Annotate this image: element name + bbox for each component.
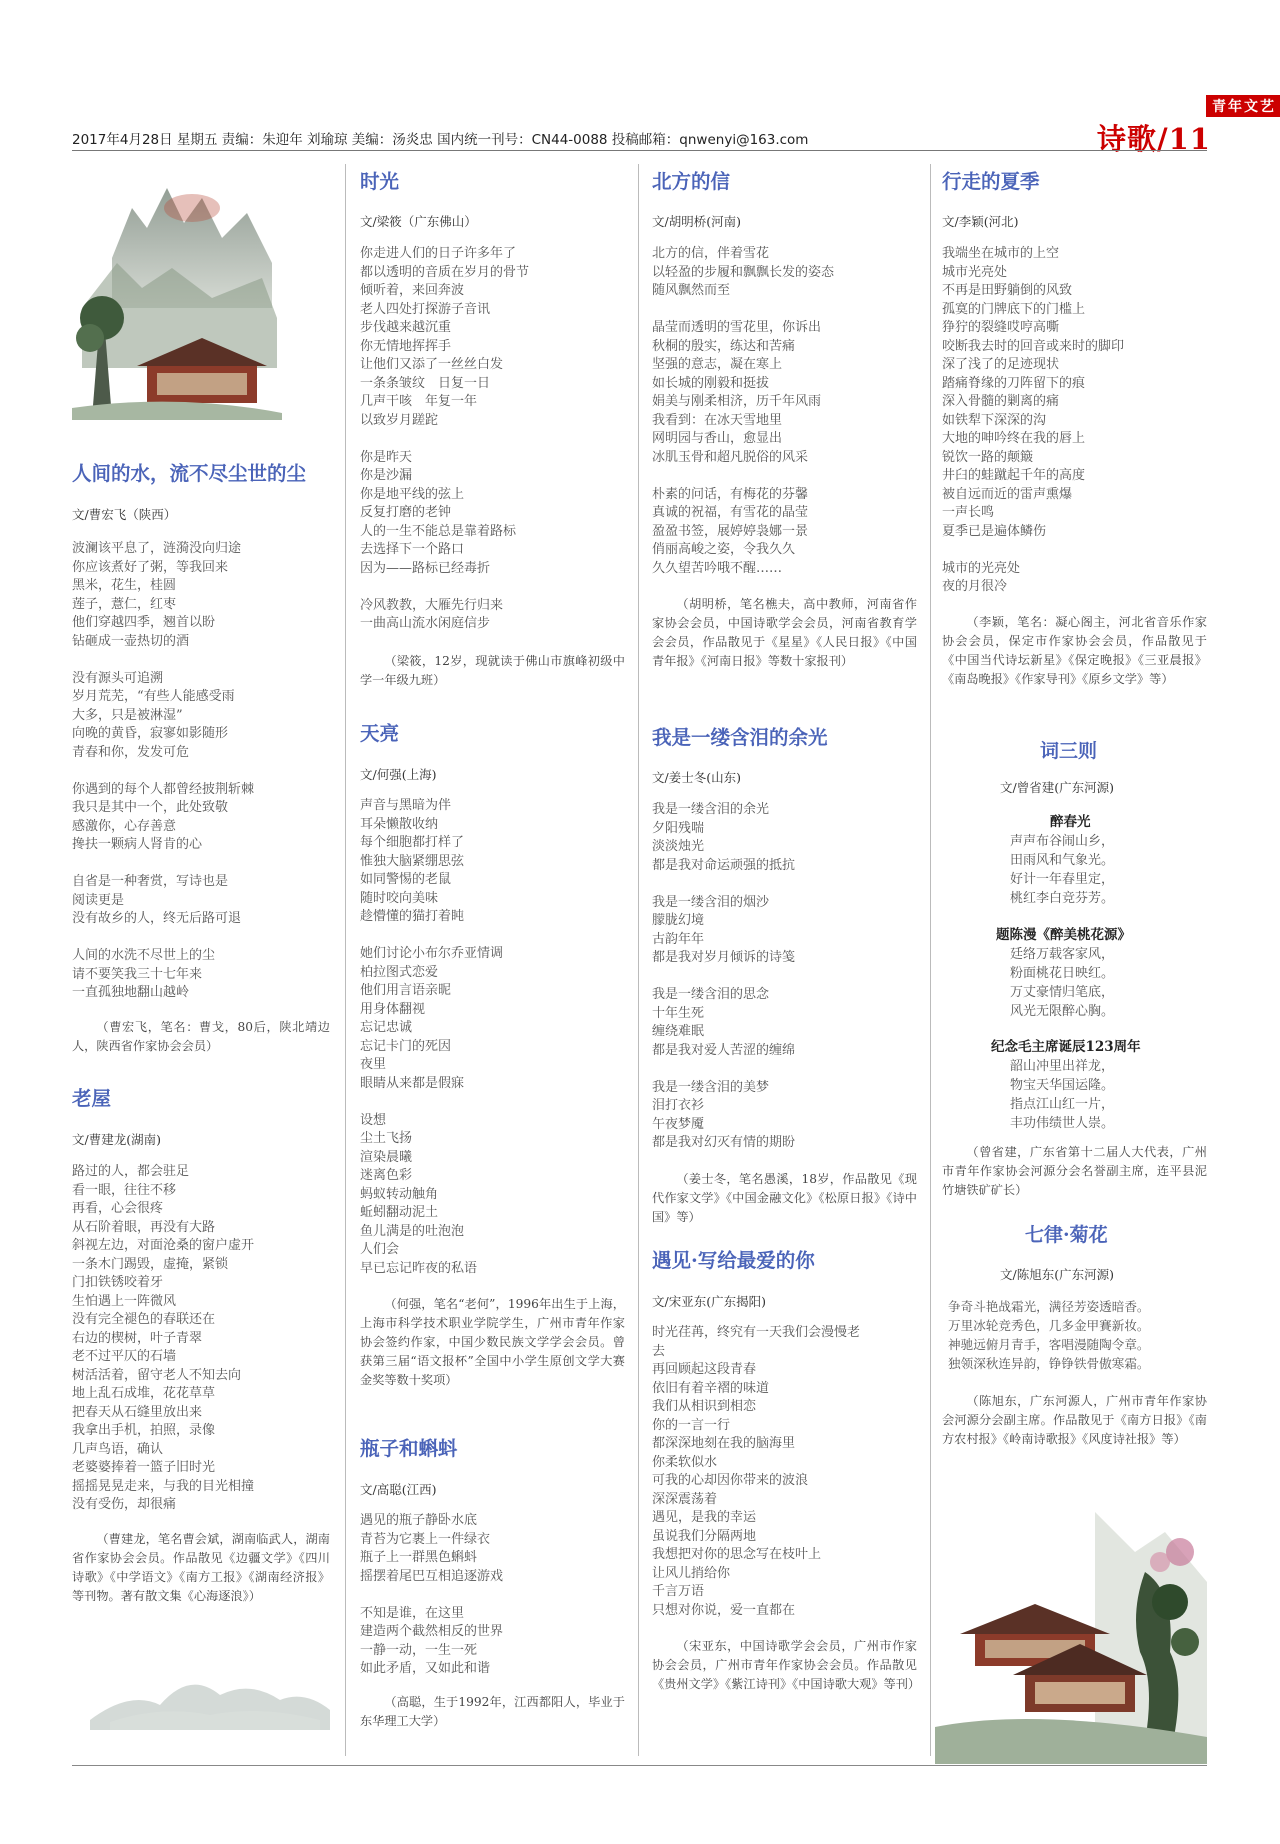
poem-body: 我端坐在城市的上空 城市光亮处 不再是田野躺倒的风致 孤寞的门牌底下的门槛上 狰狞的裂缝哎哼高嘶 咬断我去时的回音或来时的脚印 深了浅了的足迹现状 踏痛脊缘的刀阵留下的痕 深入骨髓的剿离的痛 如铁犁下深深的沟 大地的呻吟终在我的唇上 锐饮一路的颠簸 井臼的蛙蹴起千年的高度 被自远而近的雷声熏爆 一声长鸣 夏季已是遍体鳞伤 城市的光亮处 夜的月很冷 xyxy=(942,246,1125,594)
poem-author: 文/曹宏飞（陕西） xyxy=(72,507,177,522)
author-bio: （宋亚东，中国诗歌学会会员，广州市作家协会会员，广州市青年作家协会会员。作品散见《贵州文学》《紫江诗刊》《中国诗歌大观》等刊） xyxy=(652,1639,921,1691)
poem-title: 老屋 xyxy=(72,1087,112,1110)
author-bio: （曹建龙，笔名曹会斌，湖南临武人，湖南省作家协会会员。作品散见《边疆文学》《四川诗歌》《中学语文》《南方工报》《湖南经济报》等刊物。著有散文集《心海逐浪》） xyxy=(72,1532,330,1603)
header-rule xyxy=(72,150,1207,151)
poem-author: 文/胡明桥(河南) xyxy=(652,214,741,229)
poem-body: 争奇斗艳战霜光，满径芳姿透暗香。 万里冰轮竞秀色，几多金甲賽新妆。 神驰远俯月青手，客唱漫随陶令章。 独领深秋连异韵，铮铮铁骨傲寒霜。 xyxy=(948,1299,1150,1371)
poem-title: 行走的夏季 xyxy=(942,170,1040,193)
brand-tag: 青年文艺 xyxy=(1206,95,1280,117)
ci-title: 纪念毛主席诞辰123周年 xyxy=(991,1039,1141,1055)
author-bio: （何强，笔名“老何”，1996年出生于上海，上海市科学技术职业学院学生，广州市青年作家协会签约作家，中国少数民族文学学会会员。曾获第三届“语文报杯”全国中小学生原创文学大赛金奖等数十奖项） xyxy=(360,1297,625,1387)
author-bio: （梁筱，12岁，现就读于佛山市旗峰初级中学一年级九班） xyxy=(360,654,625,687)
author-bio: （曾省建，广东省第十二届人大代表，广州市青年作家协会河源分会名誉副主席，连平县泥竹塘铁矿矿长） xyxy=(942,1145,1207,1197)
ci-body: 韶山冲里出祥龙， 物宝天华国运隆。 指点江山红一片， 丰功伟绩世人崇。 xyxy=(1010,1059,1115,1131)
ci-body: 廷络万载客家风， 粉面桃花日映红。 万丈豪情归笔底， 风光无限醉心胸。 xyxy=(1010,947,1115,1019)
ci-title: 醉春光 xyxy=(1050,814,1091,830)
poem-body: 你走进人们的日子许多年了 都以透明的音质在岁月的骨节 倾听着，来回奔波 老人四处打探游子音讯 步伐越来越沉重 你无情地挥挥手 让他们又添了一丝丝白发 一条条皱纹 日复一日 几声干咳 年复一年 以致岁月蹉跎 你是昨天 你是沙漏 你是地平线的弦上 反复打磨的老钟 人的一生不能总是靠着路标 去选择下一个路口 因为——路标已经毒折 冷风教教，大雁先行归来 一曲高山流水闲庭信步 xyxy=(360,246,530,631)
landscape-painting-bottom xyxy=(90,1650,330,1730)
author-bio: （胡明桥，笔名樵夫，高中教师，河南省作家协会会员，中国诗歌学会会员，河南省教育学会会员，作品散见于《星星》《人民日报》《中国青年报》《河南日报》等数十家报刊） xyxy=(652,597,917,668)
author-bio: （陈旭东，广东河源人，广州市青年作家协会河源分会副主席。作品散见于《南方日报》《南方农村报》《岭南诗歌报》《风度诗社报》等） xyxy=(942,1394,1207,1446)
poem-title: 七律·菊花 xyxy=(1025,1224,1108,1246)
poem-author: 文/梁筱（广东佛山） xyxy=(360,214,477,229)
column-divider xyxy=(638,164,639,1756)
poem-body: 声音与黑暗为伴 耳朵懒散收纳 每个细胞都打样了 惟独大脑紧绷思弦 如同警惕的老鼠 随时咬向美味 趁懵懂的猫打着盹 她们讨论小布尔乔亚情调 柏拉图式恋爱 他们用言语亲昵 用身体翻视 忘记忠诚 忘记卡门的死因 夜里 眼睛从来都是假寐 设想 尘土飞扬 渲染晨曦 迷离色彩 蚂蚁转动触角 蚯蚓翻动泥土 鱼儿满是的吐泡泡 人们会 早已忘记昨夜的私语 xyxy=(360,798,504,1276)
column-divider xyxy=(345,164,346,1756)
issue-info: 2017年4月28日 星期五 责编：朱迎年 刘瑜琼 美编：汤炎忠 国内统一刊号：CN44-0088 投稿邮箱：qnwenyi@163.com xyxy=(72,132,809,148)
poem-body: 波澜该平息了，涟漪没向归途 你应该煮好了粥，等我回来 黑米，花生，桂圆 莲子，薏仁，红枣 他们穿越四季，翘首以盼 钻砸成一壶热切的酒 没有源头可追溯 岁月荒芜，“有些人能感受雨 大多，只是被淋湿” 向晚的黄昏，寂寥如影随形 青春和你，发发可危 你遇到的每个人都曾经披荆斩棘 我只是其中一个，此处致敬 感激你，心存善意 搀扶一颗病人肾肯的心 自省是一种奢赏，写诗也是 阅读更是 没有故乡的人，终无后路可退 人间的水洗不尽世上的尘 请不要笑我三十七年来 一直孤独地翻山越岭 xyxy=(72,541,255,1000)
landscape-painting-top xyxy=(72,168,282,420)
page-header xyxy=(72,99,1276,160)
poem-title: 遇见·写给最爱的你 xyxy=(652,1249,815,1272)
poem-body: 北方的信，伴着雪花 以轻盈的步履和飘飘长发的姿态 随风飘然而至 晶莹而透明的雪花里，你诉出 秋桐的殷实，练达和苦痛 坚强的意志，凝在寒上 如长城的刚毅和挺拔 娟美与刚柔相济，历千年风雨 我看到：在冰天雪地里 网明园与香山，愈显出 冰肌玉骨和超凡脱俗的风采 朴素的问话，有梅花的芬馨 真诚的祝福，有雪花的晶莹 盈盈书签，展婷婷袅娜一景 俏丽高峻之姿，令我久久 久久望苦吟哦不醒…… xyxy=(652,246,835,576)
poem-title: 词三则 xyxy=(1040,740,1098,762)
poem-title: 时光 xyxy=(360,170,400,193)
poem-body: 路过的人，都会驻足 看一眼，往往不移 再看，心会很疼 从石阶着眼，再没有大路 斜视左边，对面沧桑的窗户虚开 一条木门踢毁，虚掩，紧锁 门扣铁锈咬着牙 生怕遇上一阵微风 没有完全褪色的春联还在 右边的楔树，叶子青翠 老不过平仄的石墙 树活活着，留守老人不知去向 地上乱石成堆，花花草草 把春天从石缝里放出来 我拿出手机，拍照，录像 几声鸟语，确认 老婆婆捧着一篮子旧时光 摇摇晃晃走来，与我的目光相撞 没有受伤，却很痛 xyxy=(72,1164,255,1512)
column-divider xyxy=(930,164,931,1756)
pavilion-painting xyxy=(935,1512,1207,1764)
author-bio: （曹宏飞，笔名：曹戈，80后，陕北靖边人，陕西省作家协会会员） xyxy=(72,1020,330,1053)
poem-title: 我是一缕含泪的余光 xyxy=(652,726,828,749)
poem-title: 人间的水，流不尽尘世的尘 xyxy=(72,462,307,485)
poem-title: 瓶子和蝌蚪 xyxy=(360,1437,458,1460)
author-bio: （姜士冬，笔名愚溪，18岁，作品散见《现代作家文学》《中国金融文化》《松原日报》《诗中国》等） xyxy=(652,1172,917,1224)
ci-title: 题陈漫《醉美桃花源》 xyxy=(996,927,1131,943)
poem-body: 遇见的瓶子静卧水底 青苔为它裹上一件绿衣 瓶子上一群黑色蝌蚪 摇摆着尾巴互相追逐游戏 不知是谁，在这里 建造两个截然相反的世界 一静一动，一生一死 如此矛盾，又如此和谐 xyxy=(360,1513,504,1676)
footer-rule xyxy=(72,1765,1207,1766)
poem-body: 时光荏苒，终究有一天我们会漫慢老 去 再回顾起这段青春 依旧有着辛褶的味道 我们从相识到相恋 你的一言一行 都深深地刻在我的脑海里 你柔软似水 可我的心却因你带来的波浪 深深震荡着 遇见，是我的幸运 虽说我们分隔两地 我想把对你的思念写在枝叶上 让风儿捎给你 千言万语 只想对你说，爱一直都在 xyxy=(652,1325,861,1618)
poem-title: 北方的信 xyxy=(652,170,731,193)
ci-body: 声声布谷闹山乡， 田雨风和气象光。 好计一年春里定， 桃红李白竞芬芳。 xyxy=(1010,834,1115,906)
section-brand xyxy=(1092,95,1280,155)
poem-title: 天亮 xyxy=(360,722,400,745)
poem-author: 文/陈旭东(广东河源) xyxy=(1000,1267,1114,1282)
poem-author: 文/曾省建(广东河源) xyxy=(1000,780,1114,795)
author-bio: （李颖，笔名：凝心阁主，河北省音乐作家协会会员，保定市作家协会会员，作品散见于《中国当代诗坛新星》《保定晚报》《三亚晨报》《南岛晚报》《作家导刊》《原乡文学》等） xyxy=(942,615,1207,686)
poem-author: 文/高聪(江西) xyxy=(360,1482,437,1497)
poem-author: 文/何强(上海) xyxy=(360,767,437,782)
poem-author: 文/李颖(河北) xyxy=(942,214,1019,229)
poem-author: 文/曹建龙(湖南) xyxy=(72,1132,161,1147)
poem-author: 文/姜士冬(山东) xyxy=(652,770,741,785)
author-bio: （高聪，生于1992年，江西都阳人，毕业于东华理工大学） xyxy=(360,1695,625,1728)
poem-body: 我是一缕含泪的余光 夕阳残喘 淡淡烛光 都是我对命运顽强的抵抗 我是一缕含泪的烟沙 朦胧幻境 古韵年年 都是我对岁月倾诉的诗笺 我是一缕含泪的思念 十年生死 缠绕难眠 都是我对爱人苦涩的缠绵 我是一缕含泪的美梦 泪打衣衫 午夜梦魇 都是我对幻灭有情的期盼 xyxy=(652,802,796,1150)
poem-author: 文/宋亚东(广东揭阳) xyxy=(652,1294,766,1309)
section-name: 诗歌/11 xyxy=(1097,122,1211,156)
